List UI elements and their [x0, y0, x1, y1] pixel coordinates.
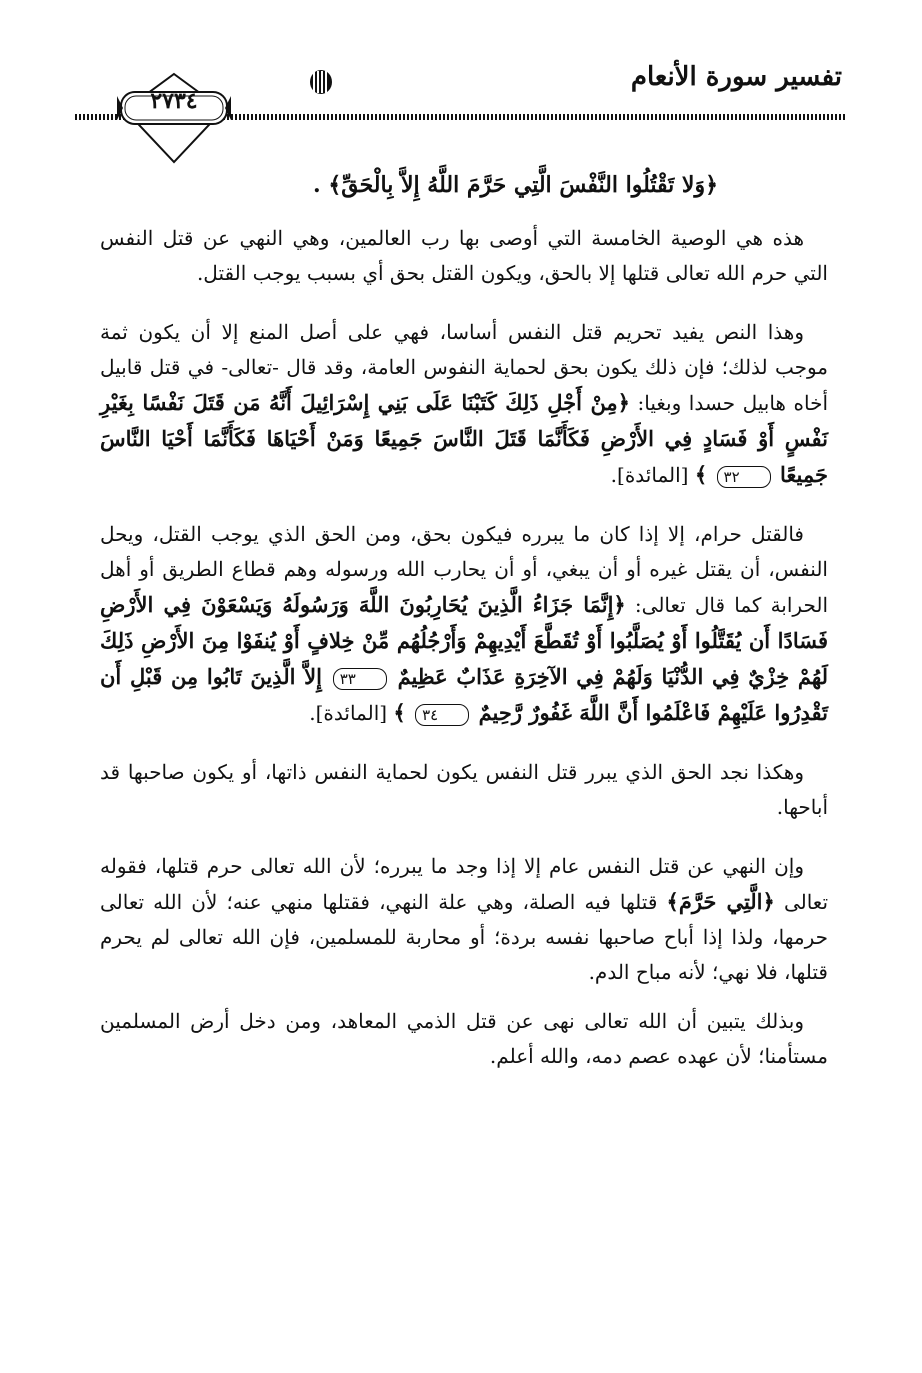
surah-reference: [المائدة].: [309, 701, 388, 725]
verse-number-marker: ٣٤: [415, 704, 469, 726]
quran-quote: ﴿مِنْ أَجْلِ ذَلِكَ كَتَبْنَا عَلَى بَنِي إِسْرَائِيلَ أَنَّهُ مَن قَتَلَ نَفْسًا بِغَيْرِ نَفْسٍ أَوْ فَسَادٍ فِي الأَرْضِ فَكَأَنَّمَا قَتَلَ النَّاسَ جَمِيعًا وَمَنْ أَحْيَاهَا فَكَأَنَّمَا أَحْيَا النَّاسَ جَمِيعًا: [100, 390, 828, 487]
page-number: ٢٧٣٤: [150, 88, 198, 114]
paragraph-1: [100, 221, 828, 291]
paragraph-text: وهذا النص يفيد تحريم قتل النفس أساسا، فهي على أصل المنع إلا أن يكون ثمة موجب لذلك؛ فإن ذلك يكون بحق لحماية النفوس العامة، وقد قال -تعالى- في قتل قابيل أخاه هابيل حسدا وبغيا:: [100, 320, 828, 415]
verse-number-marker: ٣٢: [717, 466, 771, 488]
paragraph-text: وهكذا نجد الحق الذي يبرر قتل النفس يكون لحماية النفس ذاتها، أو يكون صاحبها قد أباحها.: [100, 760, 828, 819]
paragraph-text: وإن النهي عن قتل النفس عام إلا إذا وجد ما يبرره؛ لأن الله تعالى حرم قتلها، فقوله تعالى: [100, 854, 829, 914]
body-text: [100, 168, 828, 1098]
verse-heading: ﴿وَلا تَقْتُلُوا النَّفْسَ الَّتِي حَرَّمَ اللَّهُ إِلاَّ بِالْحَقِّ﴾ .: [313, 172, 718, 198]
surah-reference: [المائدة].: [610, 463, 689, 487]
page-number-badge-icon: [115, 72, 233, 164]
quran-close-bracket: ﴾: [393, 700, 406, 725]
paragraph-2: [100, 315, 828, 493]
quran-close-bracket: ﴾: [694, 462, 708, 487]
quran-quote: ﴿إِنَّمَا جَزَاءُ الَّذِينَ يُحَارِبُونَ اللَّهَ وَرَسُولَهُ وَيَسْعَوْنَ فِي الأَرْضِ فَسَادًا أَن يُقَتَّلُوا أَوْ يُصَلَّبُوا أَوْ تُقَطَّعَ أَيْدِيهِمْ وَأَرْجُلُهُم مِّنْ خِلافٍ أَوْ يُنفَوْا مِنَ الأَرْضِ ذَلِكَ لَهُمْ خِزْيٌ فِي الدُّنْيَا وَلَهُمْ فِي الآخِرَةِ عَذَابٌ عَظِيمٌ: [100, 592, 828, 689]
paragraph-text: فالقتل حرام، إلا إذا كان ما يبرره فيكون بحق، ومن الحق الذي يوجب القتل، ويحل النفس، أن يقتل غيره أو أن يبغي، أو أن يحارب الله ورسوله وهم قطاع الطريق أو أهل الحرابة كما قال تعالى:: [100, 522, 829, 617]
paragraph-6: [100, 1004, 828, 1074]
paragraph-3: [100, 517, 828, 731]
header-ornament-icon: [308, 68, 334, 96]
paragraph-4: [100, 755, 828, 825]
paragraph-text: وبذلك يتبين أن الله تعالى نهى عن قتل الذمي المعاهد، ومن دخل أرض المسلمين مستأمنا؛ لأن عهده عصم دمه، والله أعلم.: [100, 1009, 828, 1068]
quran-quote-continued: إِلاَّ الَّذِينَ تَابُوا مِن قَبْلِ أَن تَقْدِرُوا عَلَيْهِمْ فَاعْلَمُوا أَنَّ اللَّهَ غَفُورٌ رَّحِيمٌ: [100, 664, 828, 725]
paragraph-text-continued: قتلها فيه الصلة، وهي علة النهي، فقتلها منهي عنه؛ لأن الله تعالى حرمها، ولذا إذا أباح صاحبها نفسه بردة؛ أو محاربة للمسلمين، فإن الله تعالى لم يحرم قتلها، فلا نهي؛ لأنه مباح الدم.: [100, 890, 828, 984]
verse-number-marker: ٣٣: [333, 668, 387, 690]
paragraph-text: هذه هي الوصية الخامسة التي أوصى بها رب العالمين، وهي النهي عن قتل النفس التي حرم الله تعالى قتلها إلا بالحق، ويكون القتل بحق أي بسبب يوجب القتل.: [100, 226, 828, 285]
running-header-title: تفسير سورة الأنعام: [630, 62, 842, 92]
paragraph-5: [100, 849, 828, 990]
quran-quote: ﴿الَّتِي حَرَّمَ﴾: [666, 889, 775, 914]
